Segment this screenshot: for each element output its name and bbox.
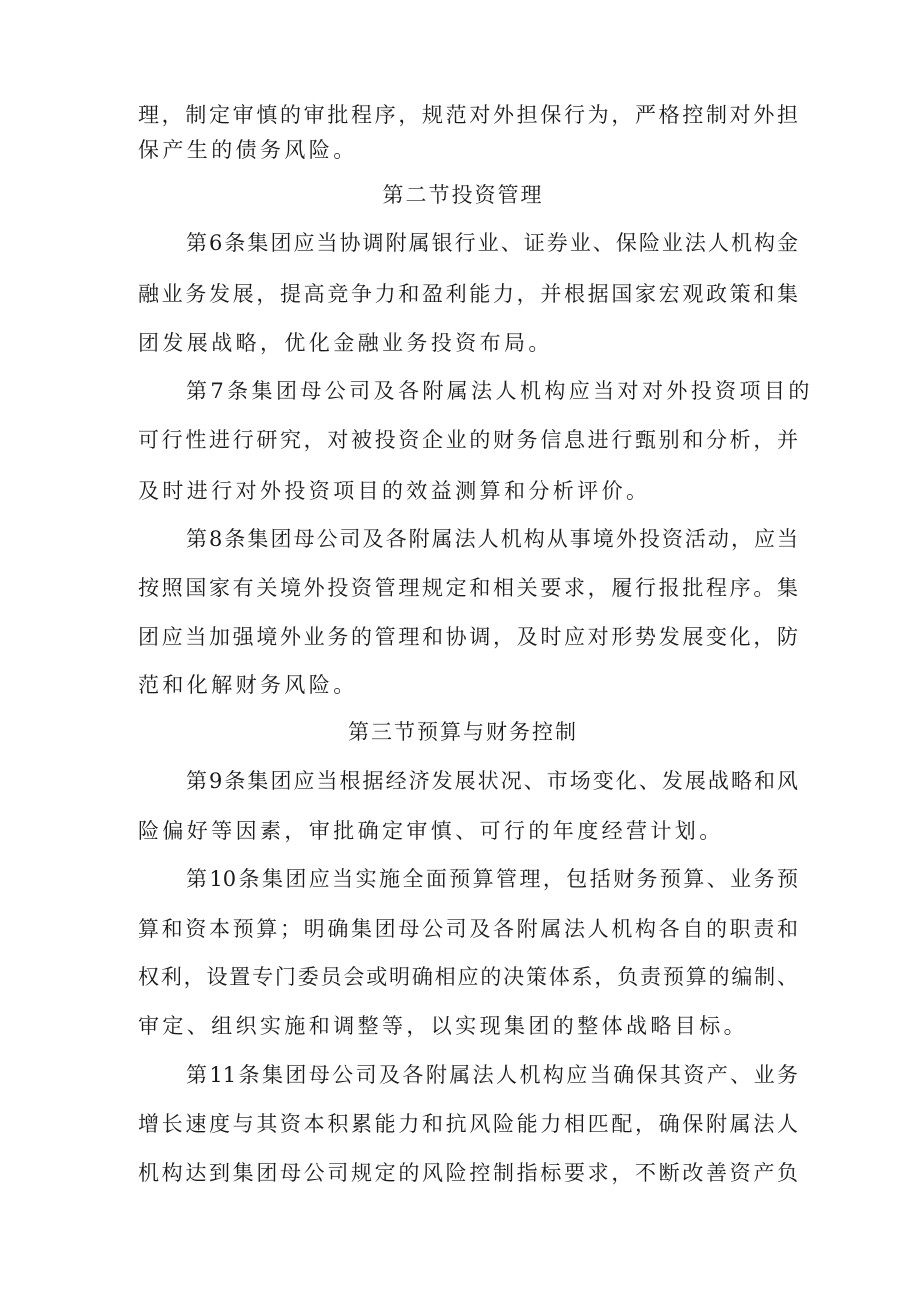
paragraph-line: 第11条集团母公司及各附属法人机构应当确保其资产、业务: [186, 1063, 798, 1087]
paragraph-line: 险偏好等因素，审批确定审慎、可行的年度经营计划。: [138, 819, 724, 843]
paragraph-line: 保产生的债务风险。: [138, 138, 358, 162]
paragraph-line: 第9条集团应当根据经济发展状况、市场变化、发展战略和风: [186, 769, 798, 793]
section-heading: 第二节投资管理: [382, 183, 544, 207]
paragraph-line: 团发展战略，优化金融业务投资布局。: [138, 331, 553, 355]
paragraph-line: 审定、组织实施和调整等，以实现集团的整体战略目标。: [138, 1014, 748, 1038]
paragraph-line: 及时进行对外投资项目的效益测算和分析评价。: [138, 479, 651, 503]
paragraph-line: 融业务发展，提高竞争力和盈利能力，并根据国家宏观政策和集: [138, 282, 798, 306]
paragraph-line: 权利，设置专门委员会或明确相应的决策体系，负责预算的编制、: [138, 965, 798, 989]
paragraph-line: 算和资本预算；明确集团母公司及各附属法人机构各自的职责和: [138, 917, 798, 941]
paragraph-line: 第6条集团应当协调附属银行业、证券业、保险业法人机构金: [186, 231, 798, 255]
paragraph-line: 按照国家有关境外投资管理规定和相关要求，履行报批程序。集: [138, 576, 798, 600]
paragraph-line: 团应当加强境外业务的管理和协调，及时应对形势发展变化，防: [138, 625, 798, 649]
paragraph-line: 机构达到集团母公司规定的风险控制指标要求，不断改善资产负: [138, 1161, 798, 1185]
paragraph-line: 第8条集团母公司及各附属法人机构从事境外投资活动，应当: [186, 527, 798, 551]
paragraph-line: 第7条集团母公司及各附属法人机构应当对对外投资项目的: [186, 379, 813, 403]
section-heading: 第三节预算与财务控制: [348, 720, 578, 744]
paragraph-line: 理，制定审慎的审批程序，规范对外担保行为，严格控制对外担: [138, 103, 798, 127]
paragraph-line: 增长速度与其资本积累能力和抗风险能力相匹配，确保附属法人: [138, 1112, 798, 1136]
paragraph-line: 可行性进行研究，对被投资企业的财务信息进行甄别和分析，并: [138, 428, 798, 452]
paragraph-line: 范和化解财务风险。: [138, 673, 358, 697]
paragraph-line: 第10条集团应当实施全面预算管理，包括财务预算、业务预: [186, 867, 798, 891]
